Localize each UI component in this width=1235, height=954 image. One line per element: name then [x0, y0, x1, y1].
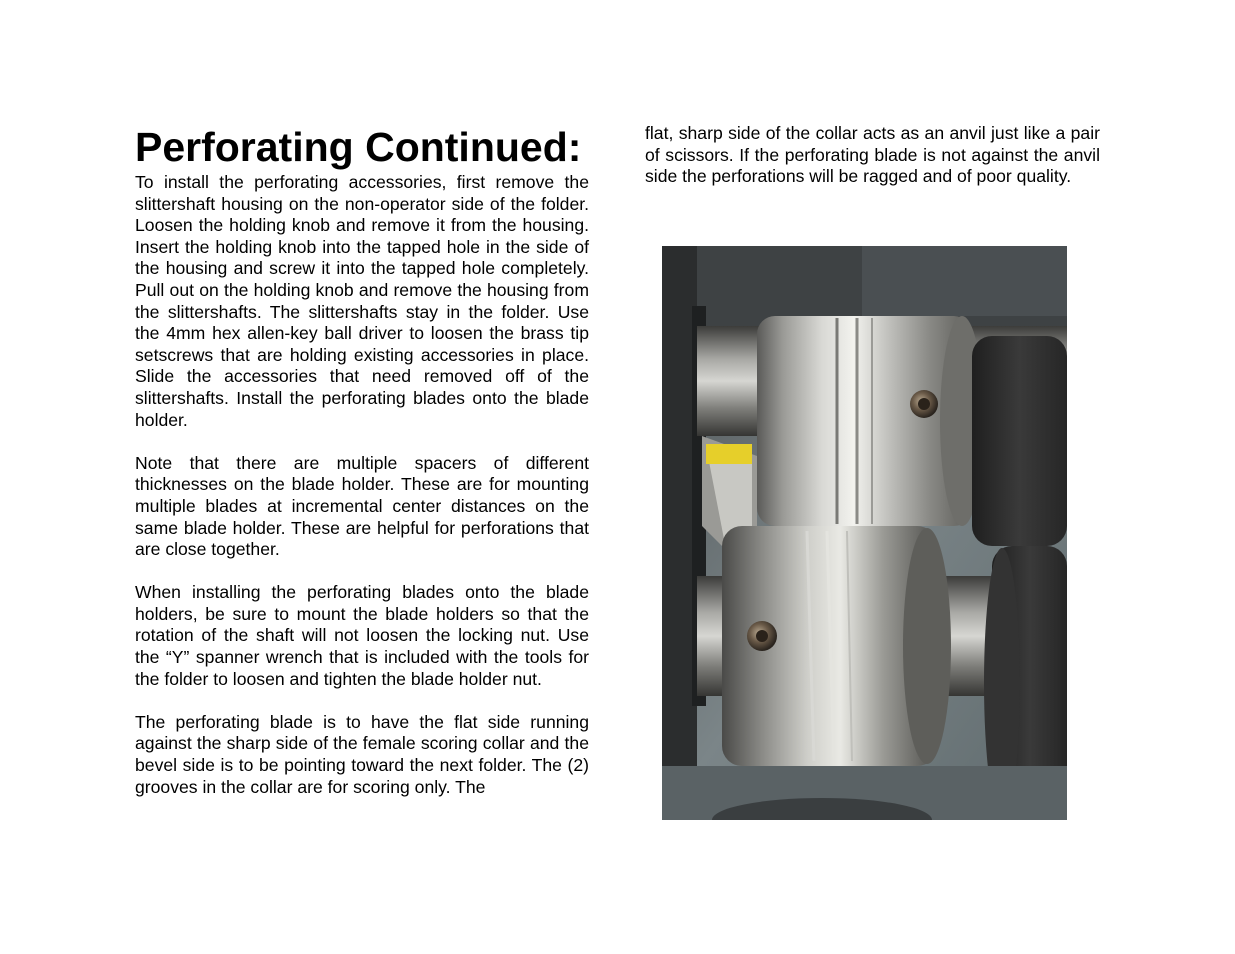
perforating-blade-photo — [662, 246, 1067, 820]
paragraph-anvil-continued: flat, sharp side of the collar acts as an anvil just like a pair of scissors. If the perforating blade is not against the anvil side the perforations will be ragged and of poor quality. — [645, 123, 1100, 187]
paragraph-installing-blades: When installing the perforating blades onto the blade holders, be sure to mount the blade holders so that the rotation of the shaft will not loosen the locking nut. Use the “Y” spanner wrench that is included with the tools for the folder to loosen and tighten the blade holder nut. — [135, 582, 589, 689]
page-title: Perforating Continued: — [135, 124, 582, 170]
paragraph-spacers-note: Note that there are multiple spacers of different thicknesses on the blade holder. These are for mounting multiple blades at incremental center distances on the same blade holder. These are helpful for perforations that are close together. — [135, 452, 589, 560]
paragraph-blade-orientation: The perforating blade is to have the flat side running against the sharp side of the female scoring collar and the bevel side is to be pointing toward the next folder. The (2) grooves in the collar are for scoring only. The — [135, 711, 589, 797]
paragraph-install-accessories: To install the perforating accessories, first remove the slittershaft housing on the non-operator side of the folder. Loosen the holding knob and remove it from the housing. Insert the holding knob into the tapped hole in the side of the housing and screw it into the tapped hole completely. Pull out on the holding knob and remove the housing from the slittershafts. The slittershafts stay in the folder. Use the 4mm hex allen-key ball driver to loosen the brass tip setscrews that are holding existing accessories in place. Slide the accessories that need removed off of the slittershafts. Install the perforating blades onto the blade holder. — [135, 172, 589, 430]
left-column — [135, 122, 589, 820]
photo-illustration — [662, 246, 1067, 820]
right-column — [645, 122, 1100, 209]
